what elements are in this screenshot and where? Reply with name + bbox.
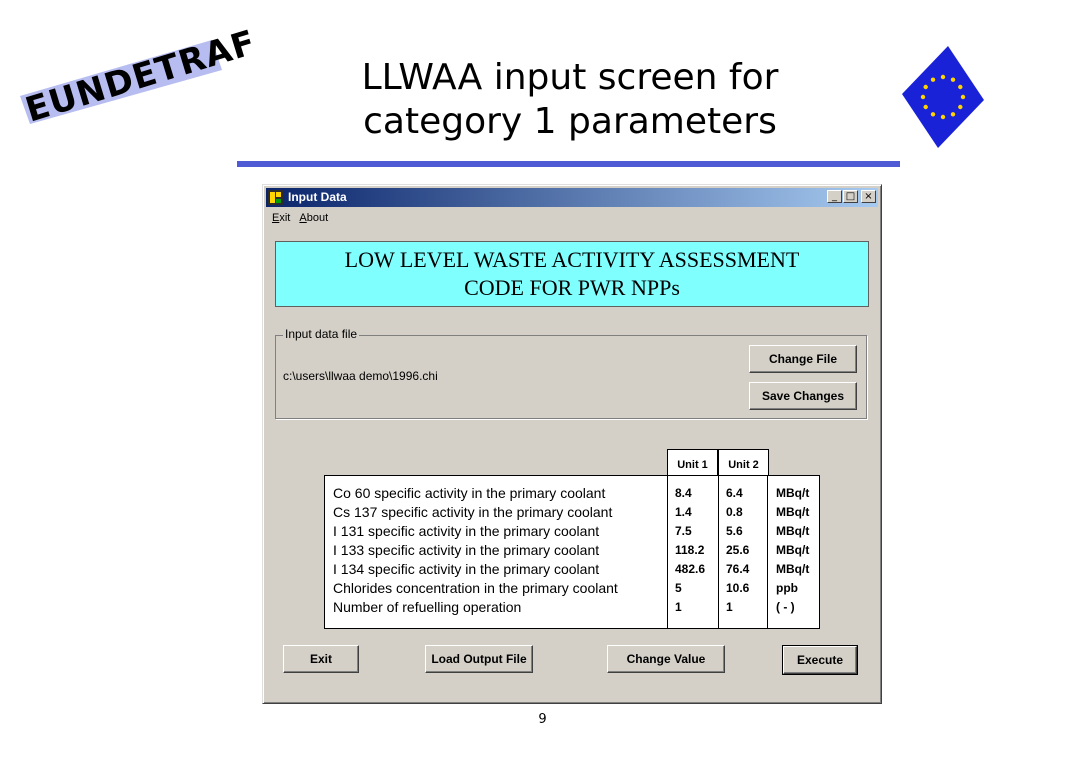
- save-changes-button[interactable]: Save Changes: [749, 382, 857, 410]
- maximize-button[interactable]: □: [843, 190, 858, 203]
- unit1-value[interactable]: 8.4: [675, 486, 692, 500]
- eundetraf-logo: [16, 22, 261, 131]
- header-rule: [237, 161, 900, 167]
- minimize-button[interactable]: _: [827, 190, 842, 203]
- flag-star: [924, 85, 928, 89]
- close-button[interactable]: ×: [861, 190, 876, 203]
- flag-star: [958, 105, 962, 109]
- change-file-button[interactable]: Change File: [749, 345, 857, 373]
- unit-label: ( - ): [776, 600, 795, 614]
- eu-flag-icon: [902, 42, 984, 150]
- flag-star: [961, 95, 965, 99]
- unit-label: MBq/t: [776, 486, 810, 500]
- flag-star: [958, 85, 962, 89]
- slide-title-line1: LLWAA input screen for: [361, 57, 779, 98]
- flag-star: [951, 112, 955, 116]
- page-number: 9: [538, 712, 547, 727]
- menu-bar: [266, 209, 878, 227]
- slide-title: [300, 56, 840, 144]
- app-banner: [275, 241, 869, 307]
- unit2-value[interactable]: 0.8: [726, 505, 743, 519]
- slide-title-line2: category 1 parameters: [363, 101, 777, 142]
- parameter-label: I 133 specific activity in the primary coolant: [333, 542, 600, 558]
- banner-line1: LOW LEVEL WASTE ACTIVITY ASSESSMENT: [344, 247, 800, 272]
- parameter-row: [333, 599, 813, 617]
- load-output-file-button[interactable]: Load Output File: [425, 645, 533, 673]
- banner-line2: CODE FOR PWR NPPs: [464, 275, 680, 300]
- app-icon: [268, 190, 283, 205]
- change-value-button[interactable]: Change Value: [607, 645, 725, 673]
- menu-exit[interactable]: Exit: [272, 212, 291, 224]
- exit-button[interactable]: Exit: [283, 645, 359, 673]
- parameter-row: [333, 580, 813, 598]
- parameter-label: I 134 specific activity in the primary coolant: [333, 561, 600, 577]
- unit-label: ppb: [776, 581, 798, 595]
- unit-label: MBq/t: [776, 505, 810, 519]
- unit1-value[interactable]: 1.4: [675, 505, 692, 519]
- parameter-row: [333, 561, 813, 579]
- window-title: Input Data: [288, 190, 347, 204]
- input-data-window: [262, 184, 882, 704]
- flag-star: [931, 78, 935, 82]
- unit1-value[interactable]: 5: [675, 581, 682, 595]
- unit1-header: Unit 1: [667, 449, 718, 476]
- unit2-value[interactable]: 5.6: [726, 524, 743, 538]
- flag-star: [941, 115, 945, 119]
- input-file-path: c:\users\llwaa demo\1996.chi: [283, 369, 438, 383]
- title-bar[interactable]: [266, 188, 878, 207]
- unit-label: MBq/t: [776, 543, 810, 557]
- unit-label: MBq/t: [776, 562, 810, 576]
- flag-star: [924, 105, 928, 109]
- parameter-label: Number of refuelling operation: [333, 599, 522, 615]
- parameter-label: Chlorides concentration in the primary coolant: [333, 580, 618, 596]
- unit2-value[interactable]: 1: [726, 600, 733, 614]
- flag-star: [921, 95, 925, 99]
- parameter-label: Co 60 specific activity in the primary coolant: [333, 485, 606, 501]
- parameter-label: Cs 137 specific activity in the primary coolant: [333, 504, 613, 520]
- unit2-value[interactable]: 25.6: [726, 543, 750, 557]
- flag-star: [941, 75, 945, 79]
- menu-about[interactable]: About: [299, 212, 329, 224]
- input-file-group-label: Input data file: [285, 327, 358, 341]
- unit2-header: Unit 2: [718, 449, 769, 476]
- parameter-label: I 131 specific activity in the primary coolant: [333, 523, 600, 539]
- unit2-value[interactable]: 76.4: [726, 562, 750, 576]
- flag-star: [951, 78, 955, 82]
- unit1-value[interactable]: 1: [675, 600, 682, 614]
- parameter-row: [333, 504, 813, 522]
- parameter-row: [333, 542, 813, 560]
- unit1-value[interactable]: 118.2: [675, 543, 705, 557]
- parameter-row: [333, 523, 813, 541]
- unit2-value[interactable]: 6.4: [726, 486, 743, 500]
- unit1-value[interactable]: 7.5: [675, 524, 692, 538]
- execute-button[interactable]: Execute: [783, 646, 857, 674]
- unit2-value[interactable]: 10.6: [726, 581, 750, 595]
- parameter-row: [333, 485, 813, 503]
- flag-star: [931, 112, 935, 116]
- unit1-value[interactable]: 482.6: [675, 562, 706, 576]
- unit-label: MBq/t: [776, 524, 810, 538]
- logo-text: EUNDETRAF: [20, 22, 261, 131]
